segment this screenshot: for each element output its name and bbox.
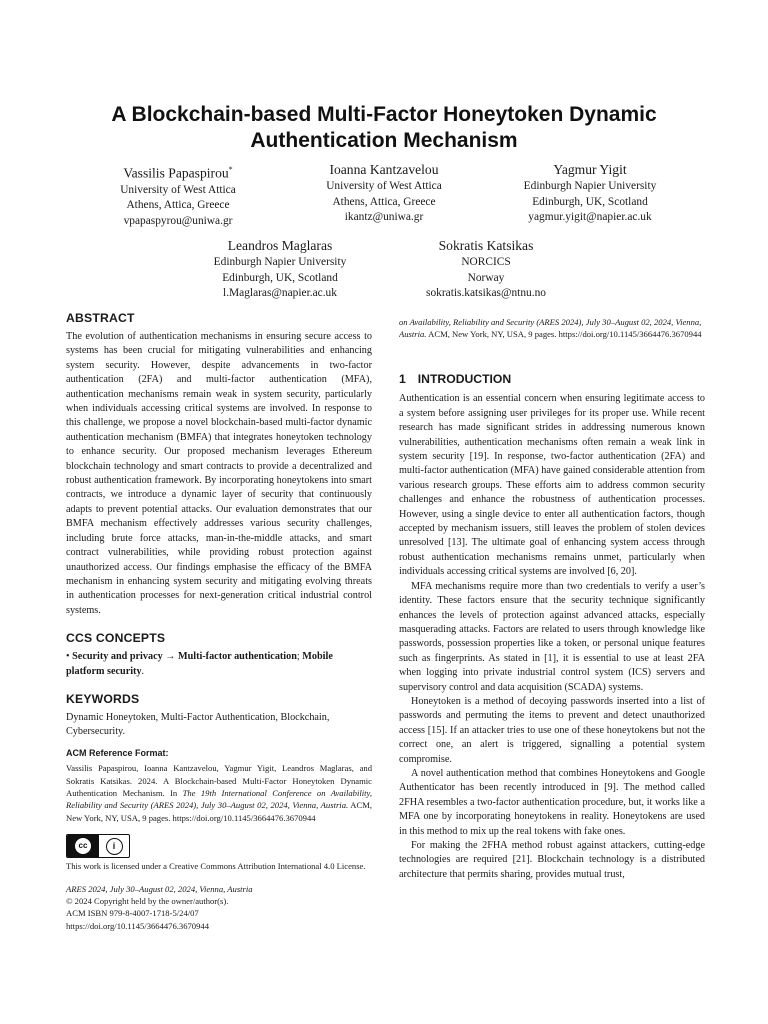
left-column xyxy=(66,310,372,932)
author-name: Ioanna Kantzavelou xyxy=(329,162,439,177)
title-line-2: Authentication Mechanism xyxy=(250,129,518,152)
author-block xyxy=(180,236,380,302)
author-email[interactable]: sokratis.katsikas@ntnu.no xyxy=(426,287,546,300)
intro-paragraph: Authentication is an essential concern when ensuring legitimate access to a system before assigning user privileges for its proper use. While recent research has made significant strides in addressing numerous known vulnerabilities, authentication mechanisms often remain a weak link in system security [19]. In response, two-factor authentication (2FA) and multi-factor authentication (MFA) have gained considerable attention from various research groups. These efforts aim to address common security challenges and enhance the robustness of authentication processes. However, using a single device to enter all authentication factors, though accepted by mechanism issuers, still leaves the problem of stolen devices unresolved [13]. The ultimate goal of enhancing system access through robust authentication mechanisms remains unmet, particularly when individuals accessing critical systems are involved [6, 20]. xyxy=(399,393,705,578)
author-email[interactable]: yagmur.yigit@napier.ac.uk xyxy=(528,211,652,224)
author-name: Leandros Maglaras xyxy=(227,238,333,253)
author-location: Athens, Attica, Greece xyxy=(126,199,230,212)
author-email[interactable]: vpapaspyrou@uniwa.gr xyxy=(123,214,233,227)
author-affiliation: Edinburgh Napier University xyxy=(523,180,657,192)
ccs-concepts: • Security and privacy → Multi-factor authentication; Mobile platform security. xyxy=(66,651,333,677)
author-block xyxy=(386,236,586,302)
intro-paragraph: For making the 2FHA method robust against attackers, cutting-edge technologies are required [21]. Blockchain technology is a distributed architecture that permits sharing, provides mutual trust, xyxy=(399,840,705,880)
title-line-1: A Blockchain-based Multi-Factor Honeytoken Dynamic xyxy=(111,103,657,126)
author-affiliation: Edinburgh Napier University xyxy=(213,256,347,268)
attribution-icon: i xyxy=(106,838,123,855)
abstract-heading: ABSTRACT xyxy=(66,311,135,325)
author-affiliation: University of West Attica xyxy=(120,183,236,196)
abstract-text: The evolution of authentication mechanisms in ensuring secure access to systems has been crucial for mitigating vulnerabilities and enhancing system security. However, despite advancements in two-factor authentication (2FA) and multi-factor authentication (MFA), authentication mechanisms remain weak in system security, particularly when individuals accessing critical systems are involved. In response to this challenge, we propose a novel blockchain-based multi-factor dynamic authentication mechanism (BMFA) that integrates honeytoken technology to enhance security. Our proposed mechanism leverages Ethereum blockchain technology and smart contracts to provide a decentralized and robust authentication framework. By incorporating honeytokens into smart contracts, we introduce a dynamic layer of security that continuously adapts to prevent potential attacks. Our evaluation demonstrates that our BMFA mechanism effectively addresses various security challenges, including brute force attacks, man-in-the-middle attacks, and smart contract vulnerabilities, while providing robust protection against unauthorized access. Our findings emphasise the efficacy of the BMFA mechanism in enhancing system security and mitigating evolving threats in authentication processes for next-generation critical industrial control systems. xyxy=(66,331,372,616)
keywords-text: Dynamic Honeytoken, Multi-Factor Authentication, Blockchain, Cybersecurity. xyxy=(66,711,330,738)
ccs-heading: CCS CONCEPTS xyxy=(66,631,166,646)
footer-copyright: © 2024 Copyright held by the owner/author(s). xyxy=(66,896,229,906)
author-block xyxy=(78,160,278,229)
intro-paragraph: Honeytoken is a method of decoying passwords inserted into a list of passwords and permuting the items to prevent and detect unauthorized access [15]. If an attacker tries to use one of these honeytokens but not the correct one, an alert is triggered, signalling a potential system compromise. xyxy=(399,695,705,765)
author-email[interactable]: ikantz@uniwa.gr xyxy=(344,211,424,224)
reference-format-heading: ACM Reference Format: xyxy=(66,747,169,758)
author-block xyxy=(488,160,692,226)
introduction-heading xyxy=(399,372,705,386)
keywords-heading: KEYWORDS xyxy=(66,691,140,706)
author-location: Athens, Attica, Greece xyxy=(332,195,436,208)
author-block xyxy=(284,160,484,226)
footer-isbn: ACM ISBN 979-8-4007-1718-5/24/07 xyxy=(66,908,199,919)
license-text: This work is licensed under a Creative Commons Attribution International 4.0 License. xyxy=(66,861,366,872)
author-location: Edinburgh, UK, Scotland xyxy=(532,195,648,208)
footer-doi[interactable]: https://doi.org/10.1145/3664476.3670944 xyxy=(66,920,209,931)
footer-conference: ARES 2024, July 30–August 02, 2024, Vienna, Austria xyxy=(66,883,253,894)
intro-paragraph: A novel authentication method that combines Honeytokens and Google Authenticator has been recently introduced in [9]. The method called 2FHA resembles a two-factor authentication procedure, but, it works like a MFA one by incorporating honeytokens in reality. Honeytokens are used in this method to mix up the real tokens with fake ones. xyxy=(399,767,705,837)
author-email[interactable]: l.Maglaras@napier.ac.uk xyxy=(223,287,337,300)
section-number: 1 xyxy=(399,372,406,386)
paper-title xyxy=(60,102,708,154)
author-name: Yagmur Yigit xyxy=(553,162,627,177)
author-location: Norway xyxy=(467,271,505,284)
author-mark: * xyxy=(228,165,233,174)
cc-by-license-badge[interactable] xyxy=(66,834,130,858)
intro-paragraph: MFA mechanisms require more than two credentials to verify a user’s identity. These factors ensure that the security technique significantly enhances the levels of protection against advanced attacks, especially masquerading attacks. Factors are related to users through knowledge like passwords, possession properties like a token, or personal unique features such as fingerprints. As stated in [1], it is essential to use at least 2FA when logging into private industrial control system (ICS) servers and supervisory control and data acquisition (SCADA) systems. xyxy=(399,580,705,693)
section-title: INTRODUCTION xyxy=(417,372,512,386)
author-location: Edinburgh, UK, Scotland xyxy=(222,271,338,284)
author-affiliation: NORCICS xyxy=(461,256,511,268)
author-affiliation: University of West Attica xyxy=(326,180,442,192)
right-column xyxy=(399,316,705,882)
reference-continuation: on Availability, Reliability and Security (ARES 2024), July 30–August 02, 2024, Vienna, Austria. ACM, New York, NY, USA, 9 pages. https://doi.org/10.1145/3664476.3670944 xyxy=(399,317,702,340)
reference-format-text: Vassilis Papaspirou, Ioanna Kantzavelou, Yagmur Yigit, Leandros Maglaras, and Sokratis Katsikas. 2024. A Blockchain-based Multi-Factor Honeytoken Dynamic Authentication Mechanism. In The 19th International Conference on Availability, Reliability and Security (ARES 2024), July 30–August 02, 2024, Vienna, Austria. ACM, New York, NY, USA, 9 pages. https://doi.org/10.1145/3664476.3670944 xyxy=(66,763,372,823)
creative-commons-icon: cc xyxy=(75,838,91,854)
author-name: Sokratis Katsikas xyxy=(438,238,534,253)
author-name: Vassilis Papaspirou xyxy=(123,165,229,181)
